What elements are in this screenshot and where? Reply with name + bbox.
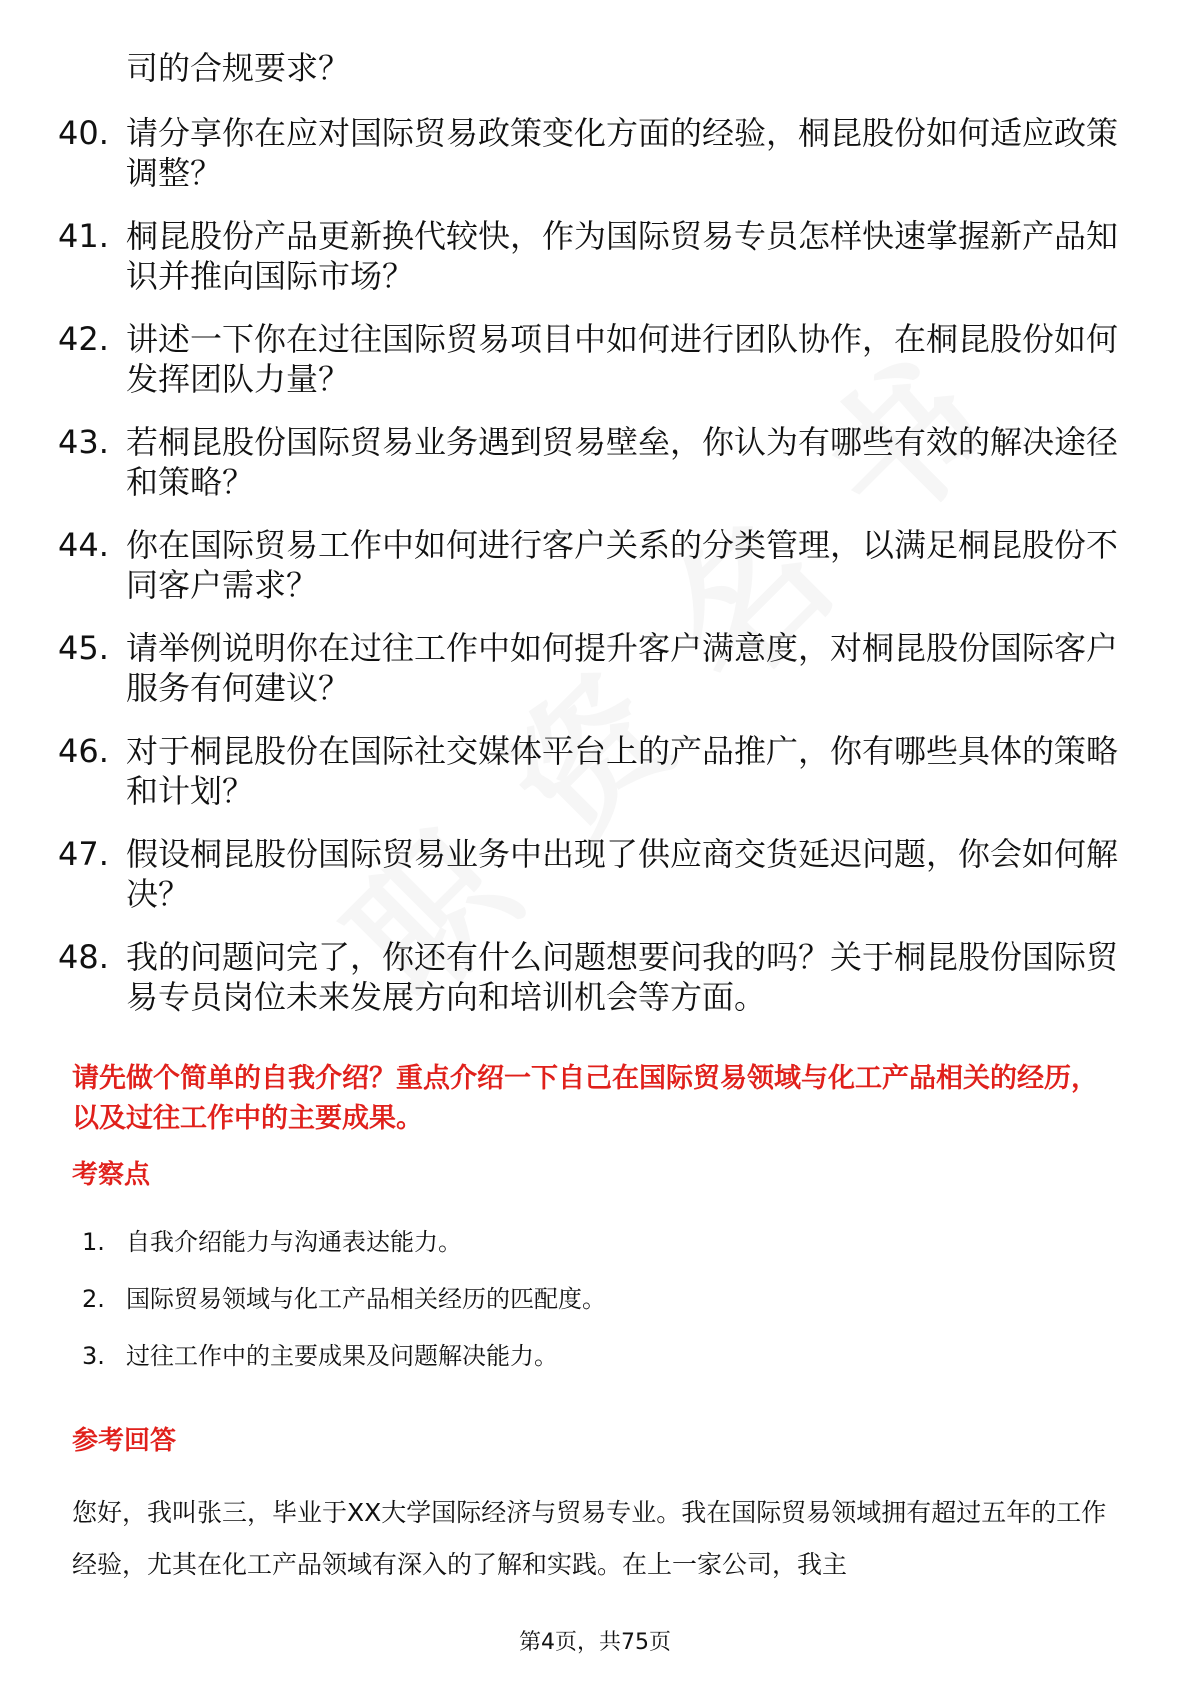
question-number: 40. xyxy=(58,114,109,152)
question-list xyxy=(58,113,1118,1040)
point-text: 过往工作中的主要成果及问题解决能力。 xyxy=(126,1342,558,1370)
question-text: 请分享你在应对国际贸易政策变化方面的经验，桐昆股份如何适应政策调整？ xyxy=(126,114,1119,192)
question-item xyxy=(58,216,1118,296)
question-item xyxy=(58,319,1118,399)
question-text: 我的问题问完了，你还有什么问题想要问我的吗？关于桐昆股份国际贸易专员岗位未来发展方向和培训机会等方面。 xyxy=(126,938,1119,1016)
question-number: 46. xyxy=(58,732,109,770)
question-item xyxy=(58,422,1118,502)
point-text: 国际贸易领域与化工产品相关经历的匹配度。 xyxy=(126,1285,606,1313)
question-item xyxy=(58,937,1118,1017)
section-heading-reference-answer: 参考回答 xyxy=(72,1426,177,1456)
section-heading-assessment-points: 考察点 xyxy=(72,1160,151,1190)
point-number: 3. xyxy=(82,1342,105,1370)
question-text: 讲述一下你在过往国际贸易项目中如何进行团队协作，在桐昆股份如何发挥团队力量？ xyxy=(126,320,1119,398)
question-item xyxy=(58,628,1118,708)
question-continuation: 司的合规要求？ xyxy=(126,49,351,87)
question-number: 48. xyxy=(58,938,109,976)
point-number: 2. xyxy=(82,1285,105,1313)
question-number: 44. xyxy=(58,526,109,564)
question-number: 41. xyxy=(58,217,109,255)
question-number: 42. xyxy=(58,320,109,358)
question-text: 若桐昆股份国际贸易业务遇到贸易壁垒，你认为有哪些有效的解决途径和策略？ xyxy=(126,423,1119,501)
question-item xyxy=(58,834,1118,914)
question-item xyxy=(58,731,1118,811)
question-text: 假设桐昆股份国际贸易业务中出现了供应商交货延迟问题，你会如何解决？ xyxy=(126,835,1119,913)
highlight-question: 请先做个简单的自我介绍？重点介绍一下自己在国际贸易领域与化工产品相关的经历，以及过往工作中的主要成果。 xyxy=(72,1063,1098,1134)
question-number: 45. xyxy=(58,629,109,667)
question-text: 对于桐昆股份在国际社交媒体平台上的产品推广，你有哪些具体的策略和计划？ xyxy=(126,732,1119,810)
question-text: 你在国际贸易工作中如何进行客户关系的分类管理，以满足桐昆股份不同客户需求？ xyxy=(126,526,1119,604)
question-text: 请举例说明你在过往工作中如何提升客户满意度，对桐昆股份国际客户服务有何建议？ xyxy=(126,629,1119,707)
point-text: 自我介绍能力与沟通表达能力。 xyxy=(126,1228,462,1256)
question-item xyxy=(58,113,1118,193)
question-text: 桐昆股份产品更新换代较快，作为国际贸易专员怎样快速掌握新产品知识并推向国际市场？ xyxy=(126,217,1119,295)
reference-answer-text: 您好，我叫张三，毕业于XX大学国际经济与贸易专业。我在国际贸易领域拥有超过五年的工作经验，尤其在化工产品领域有深入的了解和实践。在上一家公司，我主 xyxy=(72,1498,1107,1579)
assessment-point-list xyxy=(82,1225,606,1396)
assessment-point xyxy=(82,1339,606,1373)
question-number: 43. xyxy=(58,423,109,461)
assessment-point xyxy=(82,1282,606,1316)
question-item xyxy=(58,525,1118,605)
question-number: 47. xyxy=(58,835,109,873)
assessment-point xyxy=(82,1225,606,1259)
point-number: 1. xyxy=(82,1228,105,1256)
page-footer: 第4页，共75页 xyxy=(519,1630,671,1655)
